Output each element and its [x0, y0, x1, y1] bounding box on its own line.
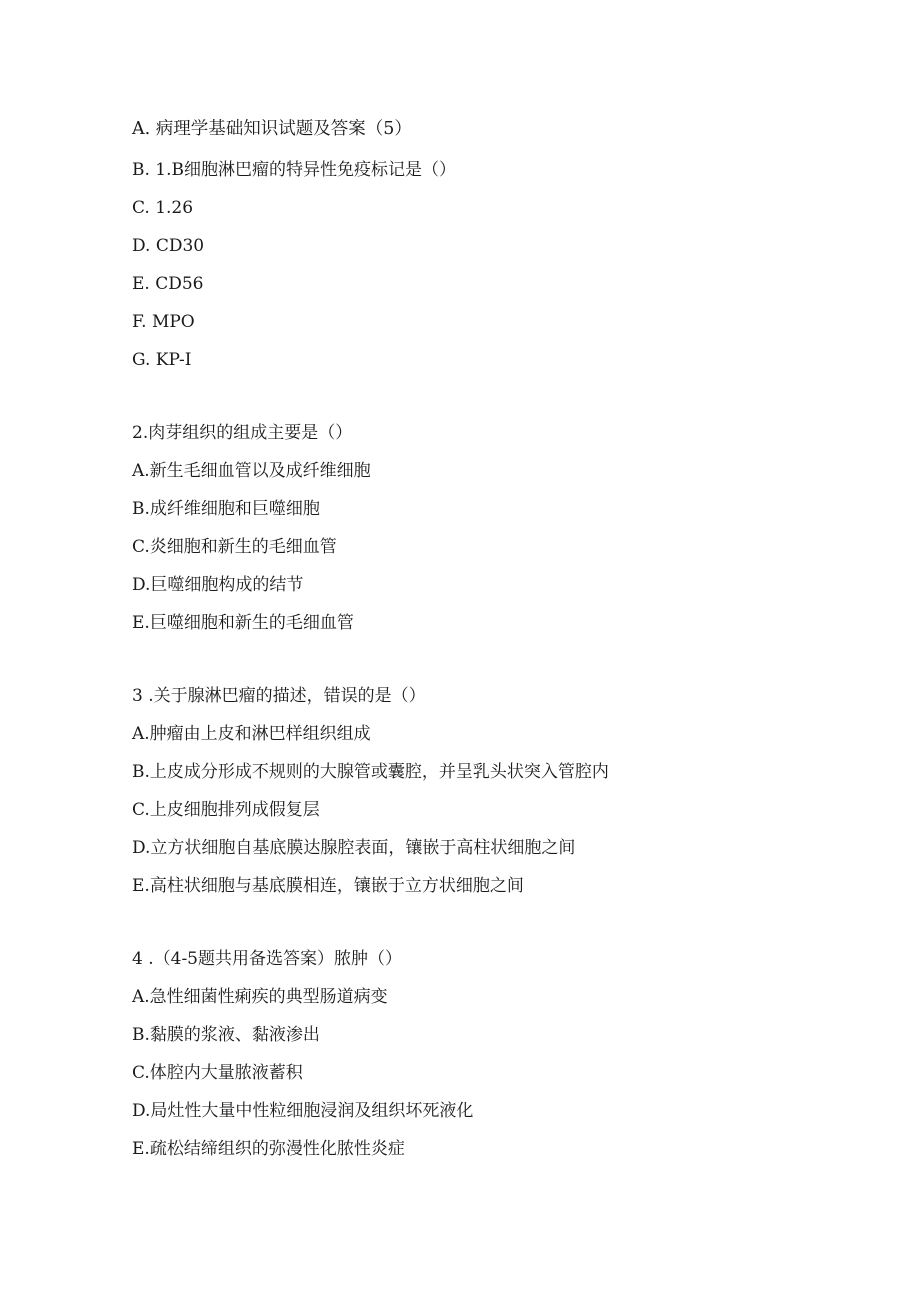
question-2-option-e: E.巨噬细胞和新生的毛细血管: [132, 613, 354, 633]
question-1-option-d: F. MPO: [132, 312, 195, 332]
question-3-option-b: B.上皮成分形成不规则的大腺管或囊腔，并呈乳头状突入管腔内: [132, 762, 609, 782]
question-4-option-a: A.急性细菌性痢疾的典型肠道病变: [132, 987, 388, 1007]
question-2-option-d: D.巨噬细胞构成的结节: [132, 575, 304, 595]
question-3-option-a: A.肿瘤由上皮和淋巴样组织组成: [132, 724, 371, 744]
question-4-option-b: B.黏膜的浆液、黏液渗出: [132, 1025, 320, 1045]
question-1-option-b: D. CD30: [132, 236, 205, 256]
question-2-option-b: B.成纤维细胞和巨噬细胞: [132, 499, 320, 519]
question-2-stem: 2.肉芽组织的组成主要是（）: [132, 423, 353, 443]
question-1-option-a: C. 1.26: [132, 198, 194, 218]
question-1-stem: B. 1.B细胞淋巴瘤的特异性免疫标记是（）: [132, 160, 457, 180]
document-title: A. 病理学基础知识试题及答案（5）: [132, 119, 412, 139]
question-4-option-e: E.疏松结缔组织的弥漫性化脓性炎症: [132, 1139, 405, 1159]
question-3-option-d: D.立方状细胞自基底膜达腺腔表面，镶嵌于高柱状细胞之间: [132, 838, 576, 858]
question-4-stem: 4 .（4-5题共用备选答案）脓肿（）: [132, 949, 402, 969]
question-4-option-d: D.局灶性大量中性粒细胞浸润及组织坏死液化: [132, 1101, 474, 1121]
question-2-option-c: C.炎细胞和新生的毛细血管: [132, 537, 337, 557]
question-3-option-e: E.高柱状细胞与基底膜相连，镶嵌于立方状细胞之间: [132, 876, 524, 896]
question-4-option-c: C.体腔内大量脓液蓄积: [132, 1063, 303, 1083]
question-3-stem: 3 .关于腺淋巴瘤的描述，错误的是（）: [132, 686, 426, 706]
question-1-option-e: G. KP-I: [132, 350, 192, 370]
question-2-option-a: A.新生毛细血管以及成纤维细胞: [132, 461, 371, 481]
question-3-option-c: C.上皮细胞排列成假复层: [132, 800, 320, 820]
question-1-option-c: E. CD56: [132, 274, 204, 294]
